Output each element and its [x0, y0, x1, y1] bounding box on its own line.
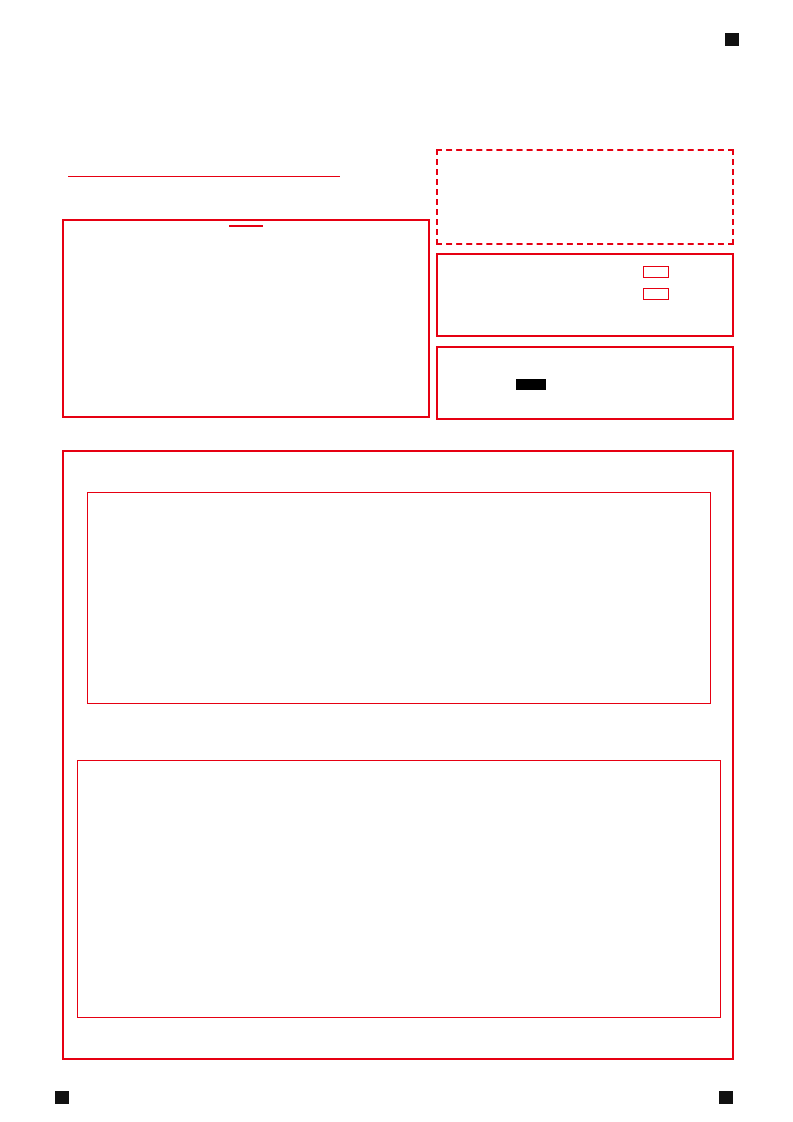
notice-title	[229, 225, 263, 227]
corner-mark-top-right	[725, 33, 739, 46]
correct-fill-swatch	[516, 379, 546, 390]
corner-mark-bottom-left	[55, 1091, 69, 1104]
barcode-area	[436, 149, 734, 245]
forbidden-box	[436, 253, 734, 337]
corner-mark-bottom-right	[719, 1091, 733, 1104]
name-row	[64, 160, 340, 177]
absent-mark-box[interactable]	[643, 266, 669, 278]
notice-box	[62, 219, 430, 418]
name-input-line[interactable]	[68, 160, 340, 177]
main-answer-box	[62, 450, 734, 1060]
section1-box	[87, 492, 711, 704]
question-31-box	[77, 760, 721, 1018]
violation-mark-box[interactable]	[643, 288, 669, 300]
fill-sample-box	[436, 346, 734, 420]
